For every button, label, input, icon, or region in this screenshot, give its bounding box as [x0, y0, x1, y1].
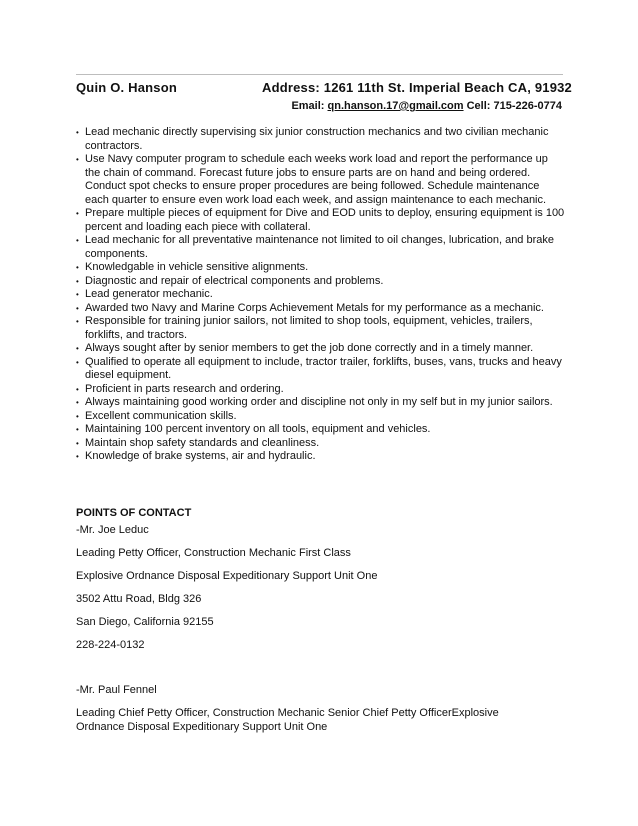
contact1-street: 3502 Attu Road, Bldg 326 [76, 593, 202, 605]
list-item: • Use Navy computer program to schedule each weeks work load and report the performance up the chain of command. Forecast future jobs to ensure parts are on hand and being ordered. Conduct spot checks to ensure proper procedures are being followed. Schedule maintenance each quarter to ensure even work load each week, and assign maintenance to each mechanic. [76, 153, 566, 207]
list-item: • Awarded two Navy and Marine Corps Achievement Metals for my performance as a mechanic. [76, 302, 566, 316]
contact1-name: -Mr. Joe Leduc [76, 524, 149, 536]
list-item: • Lead mechanic directly supervising six junior construction mechanics and two civilian mechanic contractors. [76, 126, 566, 153]
list-item: • Diagnostic and repair of electrical components and problems. [76, 275, 566, 289]
list-item: • Qualified to operate all equipment to include, tractor trailer, forklifts, buses, vans, trucks and heavy diesel equipment. [76, 356, 566, 383]
list-item: • Proficient in parts research and ordering. [76, 383, 566, 397]
contact2-role: Leading Chief Petty Officer, Construction Mechanic Senior Chief Petty OfficerExplosive Ordnance Disposal Expeditionary Support Unit One [76, 707, 499, 733]
header-divider [76, 74, 563, 75]
list-item: • Responsible for training junior sailors, not limited to shop tools, equipment, vehicles, trailers, forklifts, and tractors. [76, 315, 566, 342]
email-label: Email: [291, 100, 328, 112]
cell-phone: Cell: 715-226-0774 [463, 100, 562, 112]
list-item: • Always maintaining good working order and discipline not only in my self but in my junior sailors. [76, 396, 566, 410]
list-item: • Lead generator mechanic. [76, 288, 566, 302]
contact1-city: San Diego, California 92155 [76, 616, 214, 628]
contact-line [291, 100, 562, 112]
contact1-phone: 228-224-0132 [76, 639, 145, 651]
contact2-name: -Mr. Paul Fennel [76, 684, 157, 696]
list-item: • Always sought after by senior members to get the job done correctly and in a timely manner. [76, 342, 566, 356]
applicant-name: Quin O. Hanson [76, 80, 178, 95]
applicant-address: Address: 1261 11th St. Imperial Beach CA, 91932 [262, 80, 572, 95]
contact1-role: Leading Petty Officer, Construction Mechanic First Class [76, 547, 351, 559]
list-item: • Knowledgable in vehicle sensitive alignments. [76, 261, 566, 275]
list-item: • Maintain shop safety standards and cleanliness. [76, 437, 566, 451]
contact1-unit: Explosive Ordnance Disposal Expeditionary Support Unit One [76, 570, 378, 582]
list-item: • Prepare multiple pieces of equipment for Dive and EOD units to deploy, ensuring equipment is 100 percent and loading each piece with collateral. [76, 207, 566, 234]
list-item: • Maintaining 100 percent inventory on all tools, equipment and vehicles. [76, 423, 566, 437]
email-link[interactable]: qn.hanson.17@gmail.com [327, 100, 464, 112]
points-of-contact-heading: POINTS OF CONTACT [76, 507, 192, 519]
duties-list [76, 126, 566, 464]
list-item: • Lead mechanic for all preventative maintenance not limited to oil changes, lubrication, and brake components. [76, 234, 566, 261]
list-item: • Excellent communication skills. [76, 410, 566, 424]
list-item: • Knowledge of brake systems, air and hydraulic. [76, 450, 566, 464]
